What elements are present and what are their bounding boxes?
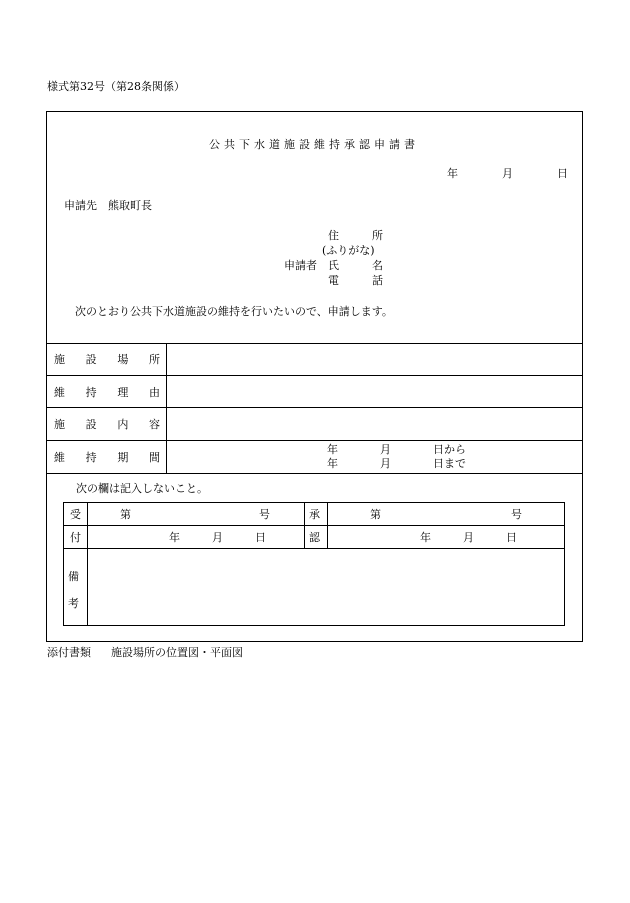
- date-day[interactable]: 日: [557, 167, 568, 180]
- row-label-facility-details: 施 設 内 容: [54, 418, 160, 431]
- reception-label-char: 付: [70, 531, 81, 544]
- remarks-label-char: 考: [68, 597, 79, 610]
- date-month[interactable]: 月: [502, 167, 513, 180]
- form-title: 公共下水道施設維持承認申請書: [209, 138, 419, 151]
- row-label-facility-location: 施 設 場 所: [54, 353, 160, 366]
- office-column-divider: [327, 502, 328, 548]
- applicant-phone-label: 電 話: [328, 274, 383, 287]
- approval-year: 年: [420, 531, 431, 544]
- office-column-divider: [304, 502, 305, 548]
- facility-location-field[interactable]: [167, 344, 582, 375]
- office-row-divider: [63, 548, 565, 549]
- maintenance-reason-field[interactable]: [167, 376, 582, 407]
- attachments-items: 施設場所の位置図・平面図: [111, 646, 243, 659]
- office-use-note: 次の欄は記入しないこと。: [76, 482, 208, 495]
- applicant-furigana-label: (ふりがな): [322, 244, 375, 257]
- period-start-year[interactable]: 年: [327, 443, 338, 456]
- row-divider: [46, 440, 583, 441]
- reception-number-prefix: 第: [120, 508, 131, 521]
- approval-label-char: 認: [309, 531, 320, 544]
- row-label-maintenance-period: 維 持 期 間: [54, 451, 160, 464]
- reception-day: 日: [255, 531, 266, 544]
- period-start-day[interactable]: 日から: [433, 443, 466, 456]
- approval-day: 日: [506, 531, 517, 544]
- date-year[interactable]: 年: [447, 167, 458, 180]
- reception-year: 年: [169, 531, 180, 544]
- reception-label-char: 受: [70, 508, 81, 521]
- attachments-label: 添付書類: [47, 646, 91, 659]
- approval-number-prefix: 第: [370, 508, 381, 521]
- form-number: 様式第32号（第28条関係）: [47, 80, 185, 93]
- statement: 次のとおり公共下水道施設の維持を行いたいので、申請します。: [75, 305, 393, 318]
- reception-month: 月: [212, 531, 223, 544]
- row-label-maintenance-reason: 維 持 理 由: [54, 386, 160, 399]
- office-row-divider: [63, 525, 565, 526]
- applicant-label: 申請者: [284, 259, 317, 272]
- period-end-month[interactable]: 月: [380, 457, 391, 470]
- applicant-name-label: 氏 名: [328, 259, 383, 272]
- approval-label-char: 承: [309, 508, 320, 521]
- period-end-day[interactable]: 日まで: [433, 457, 466, 470]
- approval-month: 月: [463, 531, 474, 544]
- period-end-year[interactable]: 年: [327, 457, 338, 470]
- approval-number-suffix: 号: [511, 508, 522, 521]
- remarks-label-char: 備: [68, 570, 79, 583]
- facility-details-field[interactable]: [167, 408, 582, 440]
- period-start-month[interactable]: 月: [380, 443, 391, 456]
- reception-number-suffix: 号: [259, 508, 270, 521]
- office-column-divider: [87, 502, 88, 626]
- row-divider: [46, 473, 583, 474]
- recipient: 申請先 熊取町長: [64, 199, 152, 212]
- applicant-address-label: 住 所: [328, 229, 383, 242]
